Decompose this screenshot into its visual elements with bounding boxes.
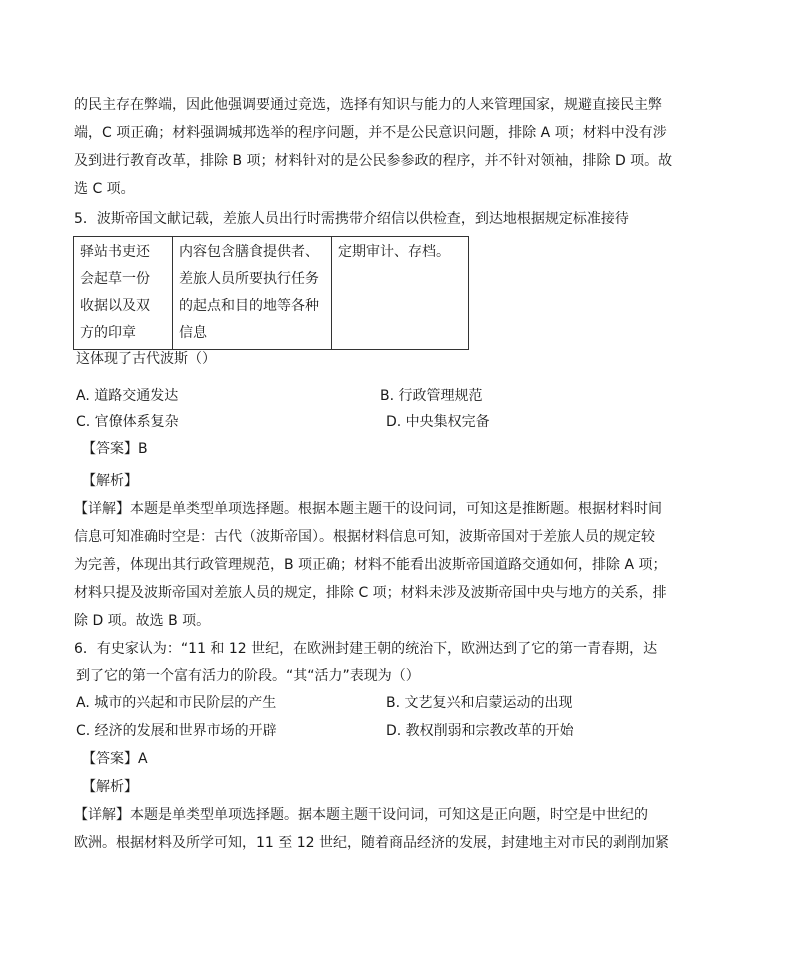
cell-line: 的起点和目的地等各种 (179, 298, 319, 314)
option-b[interactable]: B. 文艺复兴和启蒙运动的出现 (386, 695, 573, 711)
question-6-stem: 到了它的第一个富有活力的阶段。“其“活力”表现为（） (76, 668, 420, 684)
cell-line: 会起草一份 (80, 271, 150, 287)
analysis-line: 【详解】本题是单类型单项选择题。据本题主题干设问词，可知这是正向题，时空是中世纪的 (74, 807, 648, 823)
option-a[interactable]: A. 城市的兴起和市民阶层的产生 (76, 695, 277, 711)
analysis-line: 材料只提及波斯帝国对差旅人员的规定，排除 C 项；材料未涉及波斯帝国中央与地方的关系，排 (74, 585, 667, 601)
question-5-stem: 5．波斯帝国文献记载，差旅人员出行时需携带介绍信以供检查，到达地根据规定标准接待 (74, 211, 629, 227)
option-c[interactable]: C. 官僚体系复杂 (76, 414, 179, 430)
table-cell (173, 237, 332, 350)
paragraph-line: 及到进行教育改革，排除 B 项；材料针对的是公民参参政的程序，并不针对领袖，排除 D 项。故 (74, 153, 673, 169)
option-a[interactable]: A. 道路交通发达 (76, 388, 179, 404)
analysis-line: 除 D 项。故选 B 项。 (74, 613, 211, 629)
paragraph-line: 端，C 项正确；材料强调城邦选举的程序问题，并不是公民意识问题，排除 A 项；材料中没有涉 (74, 125, 667, 141)
analysis-label: 【解析】 (82, 779, 138, 795)
analysis-label: 【解析】 (82, 473, 138, 489)
analysis-line: 信息可知准确时空是：古代（波斯帝国）。根据材料信息可知，波斯帝国对于差旅人员的规定较 (74, 529, 655, 545)
cell-line: 收据以及双 (80, 298, 150, 314)
option-b[interactable]: B. 行政管理规范 (380, 388, 483, 404)
paragraph-line: 选 C 项。 (74, 181, 135, 197)
answer-label: 【答案】B (82, 441, 148, 457)
answer-label: 【答案】A (82, 751, 148, 767)
analysis-line: 欧洲。根据材料及所学可知，11 至 12 世纪，随着商品经济的发展，封建地主对市民的剥削加紧 (74, 835, 669, 851)
option-d[interactable]: D. 教权削弱和宗教改革的开始 (386, 723, 574, 739)
table-cell (332, 237, 469, 350)
cell-line: 方的印章 (80, 325, 136, 341)
question-5-material-table (73, 236, 469, 350)
question-5-prompt: 这体现了古代波斯（） (76, 351, 216, 367)
option-c[interactable]: C. 经济的发展和世界市场的开辟 (76, 723, 277, 739)
table-cell (74, 237, 173, 350)
paragraph-line: 的民主存在弊端，因此他强调要通过竞选，选择有知识与能力的人来管理国家，规避直接民主弊 (74, 97, 662, 113)
cell-line: 内容包含膳食提供者、 (179, 244, 319, 260)
cell-line: 差旅人员所要执行任务 (179, 271, 319, 287)
analysis-line: 【详解】本题是单类型单项选择题。根据本题主题干的设问词，可知这是推断题。根据材料时间 (74, 501, 662, 517)
question-6-stem: 6．有史家认为：“11 和 12 世纪，在欧洲封建王朝的统治下，欧洲达到了它的第一青春期，达 (74, 641, 658, 657)
cell-line: 信息 (179, 325, 207, 341)
cell-line: 定期审计、存档。 (338, 244, 450, 260)
analysis-line: 为完善，体现出其行政管理规范，B 项正确；材料不能看出波斯帝国道路交通如何，排除 A 项； (74, 557, 667, 573)
cell-line: 驿站书吏还 (80, 244, 150, 260)
option-d[interactable]: D. 中央集权完备 (386, 414, 490, 430)
